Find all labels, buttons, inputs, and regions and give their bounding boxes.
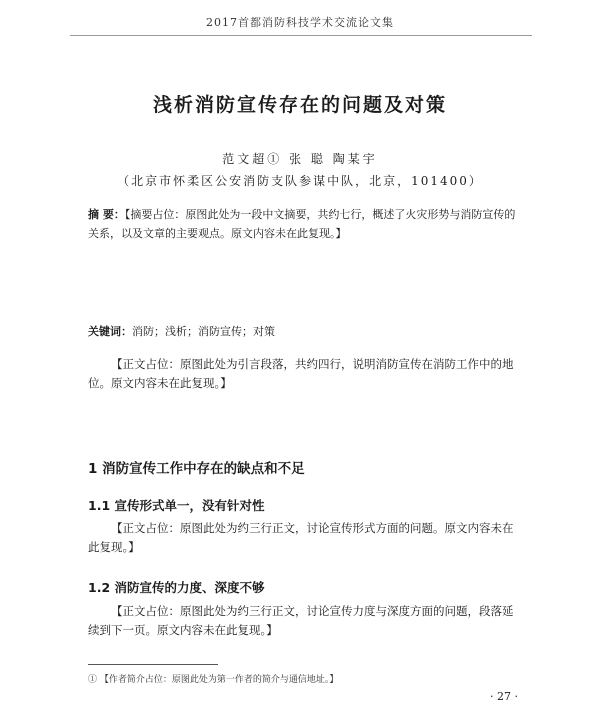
section-1-1-heading: 1.1 宣传形式单一，没有针对性 [88, 498, 265, 513]
affiliation: （北京市怀柔区公安消防支队参谋中队，北京，101400） [117, 174, 483, 188]
page-number: · 27 · [490, 690, 518, 703]
footnote-rule [88, 664, 218, 665]
authors: 范文超① 张 聪 陶某宇 [222, 152, 378, 166]
paper-title: 浅析消防宣传存在的问题及对策 [152, 94, 447, 116]
abstract [88, 206, 518, 243]
section-1-1-paragraph: 【正文占位：原图此处为约三行正文，讨论宣传形式方面的问题。原文内容未在此复现。】 [88, 521, 514, 554]
section-1-2-heading: 1.2 消防宣传的力度、深度不够 [88, 580, 265, 595]
keywords-text: 消防；浅析；消防宣传；对策 [132, 325, 275, 338]
keywords-label: 关键词： [88, 325, 132, 338]
section-1-2-paragraph: 【正文占位：原图此处为约三行正文，讨论宣传力度与深度方面的问题，段落延续到下一页。原文内容未在此复现。】 [88, 604, 514, 637]
intro-paragraph: 【正文占位：原图此处为引言段落，共约四行，说明消防宣传在消防工作中的地位。原文内容未在此复现。】 [88, 357, 514, 390]
footnote: ① 【作者简介占位：原图此处为第一作者的简介与通信地址。】 [88, 675, 339, 685]
header-rule [70, 35, 532, 36]
abstract-label: 摘 要： [88, 208, 125, 221]
abstract-text: 【摘要占位：原图此处为一段中文摘要，共约七行，概述了火灾形势与消防宣传的关系，以及文章的主要观点。原文内容未在此复现。】 [88, 208, 516, 240]
section-1-heading: 1 消防宣传工作中存在的缺点和不足 [88, 461, 305, 477]
running-head: 2017首都消防科技学术交流论文集 [206, 16, 394, 29]
keywords [88, 323, 518, 339]
